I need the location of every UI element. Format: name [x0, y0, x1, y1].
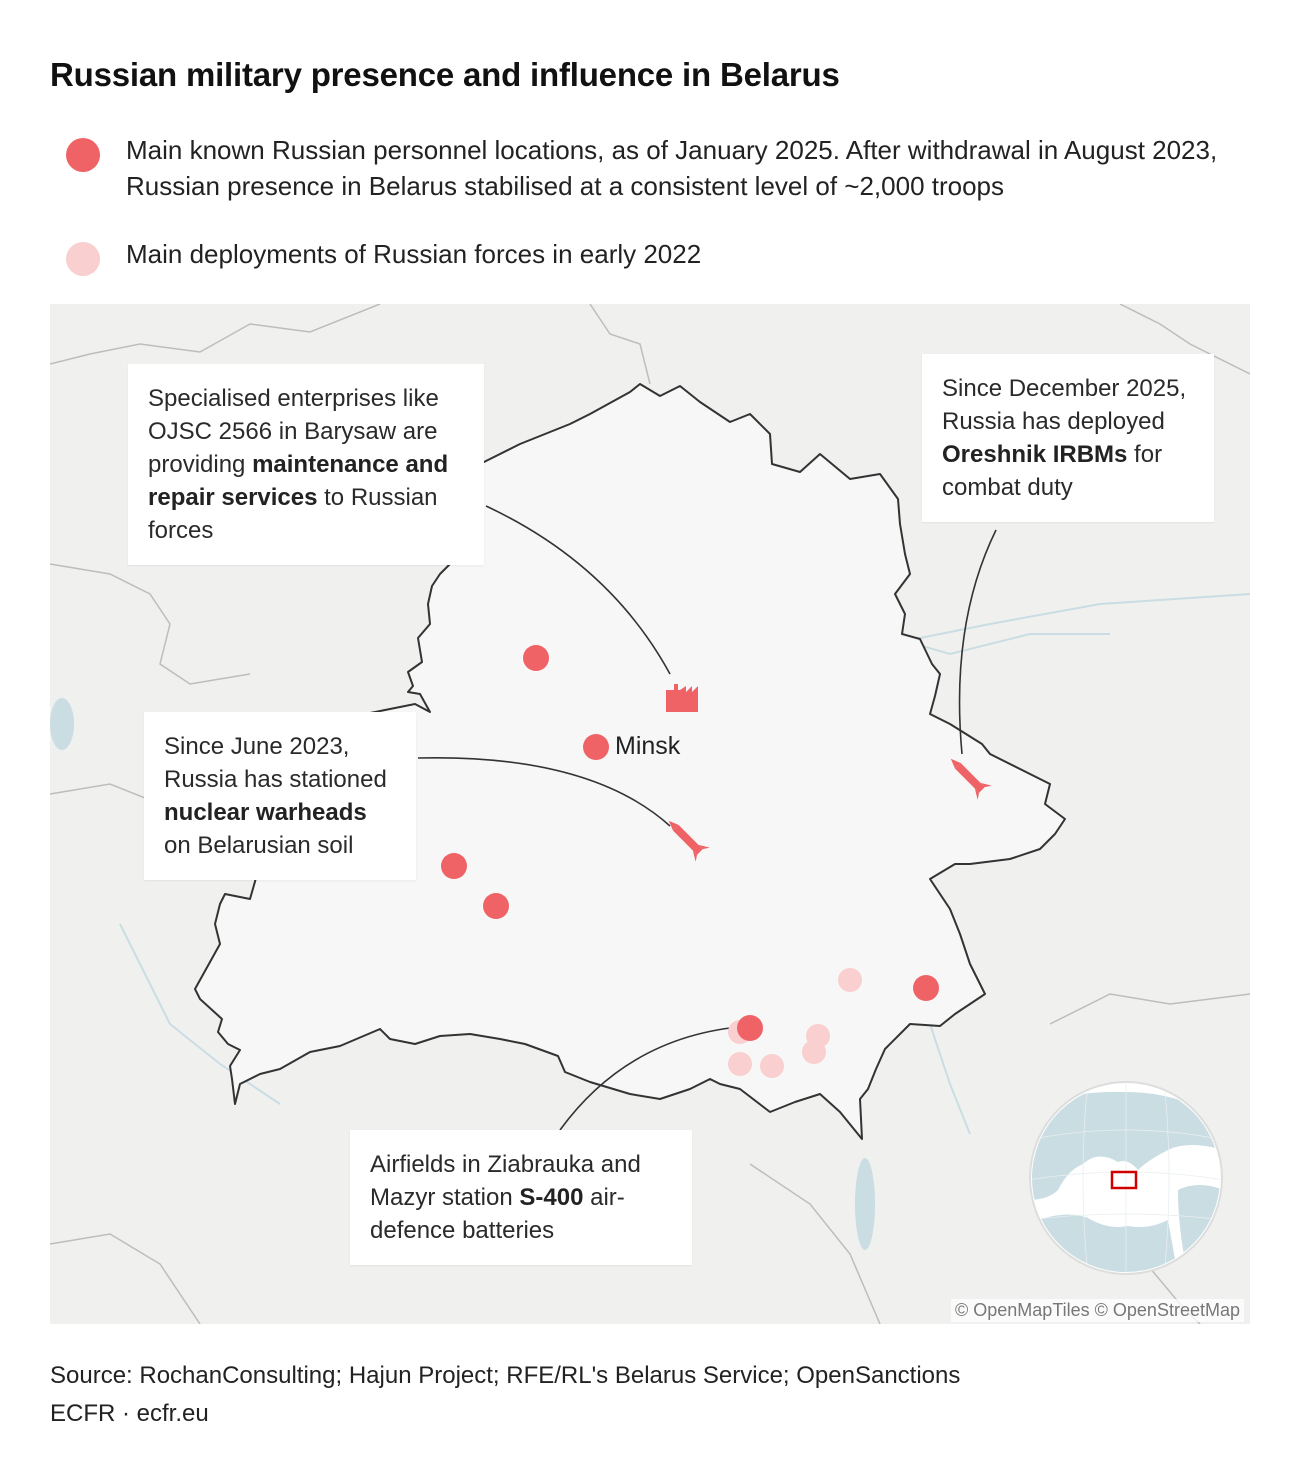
early-2022-dot-icon: [66, 242, 100, 276]
callout-highlight: nuclear warheads: [164, 799, 367, 826]
credit-line: ECFR · ecfr.eu: [50, 1400, 209, 1427]
callout-oreshnik: [922, 354, 1214, 522]
legend-label: Main known Russian personnel locations, as of January 2025. After withdrawal in August 2023, Russian presence in Belarus stabilised at a consistent level of ~2,000 troops: [126, 135, 1218, 201]
personnel-dot: [441, 853, 467, 879]
city-label-minsk: Minsk: [615, 732, 681, 760]
callout-text: for combat duty: [942, 441, 1163, 501]
early-2022-dot: [838, 968, 862, 992]
personnel-dot: [523, 645, 549, 671]
callout-text: Since December 2025, Russia has deployed: [942, 375, 1187, 435]
legend-item-early-2022: [66, 236, 1246, 276]
legend-item-personnel: [66, 132, 1246, 204]
callout-highlight: S-400: [519, 1184, 584, 1211]
map-title: Russian military presence and influence in Belarus: [50, 56, 840, 93]
personnel-dot: [913, 975, 939, 1001]
callout-text: Since June 2023, Russia has stationed: [164, 733, 387, 793]
callout-text: Airfields in Ziabrauka and Mazyr station: [370, 1151, 641, 1211]
personnel-dot: [583, 734, 609, 760]
early-2022-dot: [760, 1054, 784, 1078]
belarus-map[interactable]: [50, 304, 1250, 1324]
personnel-dot-icon: [66, 138, 100, 172]
legend-label: Main deployments of Russian forces in early 2022: [126, 239, 702, 269]
callout-nuclear: [144, 712, 416, 880]
source-note: Source: RochanConsulting; Hajun Project; RFE/RL's Belarus Service; OpenSanctions: [50, 1362, 961, 1389]
callout-highlight: maintenance and repair services: [148, 451, 449, 511]
callout-text: Specialised enterprises like OJSC 2566 in Barysaw are providing: [148, 385, 439, 478]
callout-text: on Belarusian soil: [164, 832, 354, 859]
callout-highlight: Oreshnik IRBMs: [942, 441, 1128, 468]
personnel-dot: [737, 1015, 763, 1041]
callout-text: to Russian forces: [148, 484, 438, 544]
globe-locator-icon: [1028, 1080, 1224, 1276]
map-attribution[interactable]: © OpenMapTiles © OpenStreetMap: [951, 1299, 1244, 1322]
early-2022-dot: [802, 1040, 826, 1064]
callout-text: air-defence batteries: [370, 1184, 625, 1244]
personnel-dot: [483, 893, 509, 919]
callout-barysaw: [128, 364, 484, 565]
callout-s400: [350, 1130, 692, 1265]
early-2022-dot: [728, 1052, 752, 1076]
